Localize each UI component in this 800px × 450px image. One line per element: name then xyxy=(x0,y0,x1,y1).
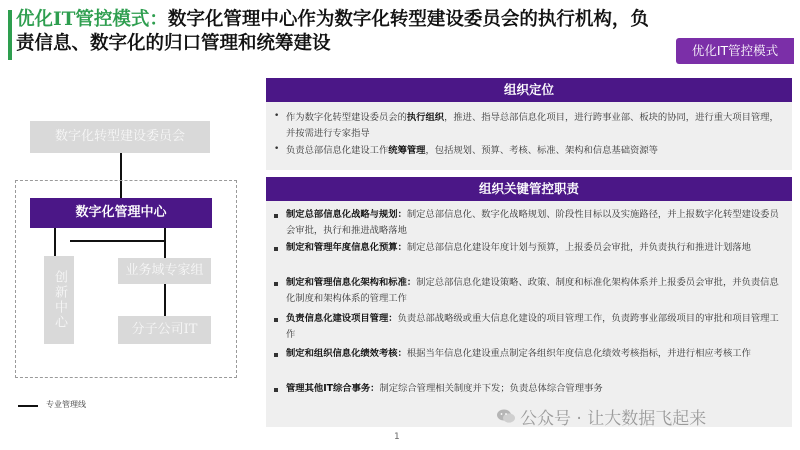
positioning-item xyxy=(286,143,782,159)
duty-title: 制定和管理年度信息化预算： xyxy=(286,242,407,253)
title-rest: 数字化管理中心作为数字化转型建设委员会的执行机构，负责信息、数字化的归口管理和统筹建设 xyxy=(16,9,649,54)
duty-text: 制定综合管理相关制度并下发；负责总体综合管理事务 xyxy=(379,383,603,394)
duty-item xyxy=(286,346,782,362)
bullet-square-icon xyxy=(274,318,278,322)
positioning-text: 作为数字化转型建设委员会的 xyxy=(286,112,407,123)
duty-title: 制定和组织信息化绩效考核： xyxy=(286,348,407,359)
bullet-square-icon xyxy=(274,388,278,392)
positioning-text: ，推进、指导总部信息化项目，进行跨事业部、板块的协同，进行重大项目管理，并按需进行专家指导 xyxy=(286,112,779,139)
bullet-square-icon xyxy=(274,214,278,218)
bullet-icon: • xyxy=(274,144,280,154)
title-highlight: 优化IT管控模式： xyxy=(16,9,168,30)
positioning-item xyxy=(286,110,782,141)
duty-text: 制定总部信息化建设策略、政策、制度和标准化架构体系并上报委员会审批，并负责信息化制度和架构体系的管理工作 xyxy=(286,277,779,304)
positioning-text: ，包括规划、预算、考核、标准、架构和信息基础资源等 xyxy=(425,145,658,156)
positioning-text: 负责总部信息化建设工作 xyxy=(286,145,389,156)
connector-expert-subsidiary xyxy=(164,284,166,316)
positioning-heading: 组织定位 xyxy=(266,78,792,102)
committee-box: 数字化转型建设委员会 xyxy=(30,121,210,153)
duty-item xyxy=(286,381,782,397)
subsidiary-it-box: 分子公司IT xyxy=(118,316,211,344)
duties-body xyxy=(266,201,792,427)
connector-horizontal xyxy=(70,240,166,242)
duty-item xyxy=(286,275,782,306)
duty-title: 负责信息化建设项目管理： xyxy=(286,313,398,324)
bullet-square-icon xyxy=(274,353,278,357)
duty-title: 制定和管理信息化架构和标准： xyxy=(286,277,417,288)
title-accent-bar xyxy=(8,10,12,60)
duty-title: 制定总部信息化战略与规划： xyxy=(286,209,407,220)
center-box: 数字化管理中心 xyxy=(30,198,212,228)
wechat-icon xyxy=(496,408,516,424)
duty-text: 制定总部信息化、数字化战略规划、阶段性目标以及实施路径，并上报数字化转型建设委员会审批，执行和推进战略落地 xyxy=(286,209,779,236)
section-tag: 优化IT管控模式 xyxy=(676,38,794,64)
legend-label: 专业管理线 xyxy=(46,400,86,409)
bullet-icon: • xyxy=(274,111,280,121)
duty-item xyxy=(286,207,782,238)
connector-center-innovation xyxy=(54,228,56,256)
connector-center-expert xyxy=(164,228,166,258)
innovation-box: 创新中心 xyxy=(44,256,74,344)
expert-group-box: 业务域专家组 xyxy=(118,258,211,284)
duties-heading: 组织关键管控职责 xyxy=(266,177,792,201)
duty-item xyxy=(286,240,782,256)
duty-title: 管理其他IT综合事务： xyxy=(286,383,380,394)
duty-item xyxy=(286,311,782,342)
positioning-body xyxy=(266,102,792,170)
bullet-square-icon xyxy=(274,247,278,251)
positioning-bold: 统筹管理 xyxy=(388,145,426,156)
duty-text: 制定总部信息化建设年度计划与预算，上报委员会审批，并负责执行和推进计划落地 xyxy=(406,242,751,253)
bullet-square-icon xyxy=(274,282,278,286)
page-number: 1 xyxy=(394,432,400,442)
duty-text: 负责总部战略级或重大信息化建设的项目管理工作，负责跨事业部级项目的审批和项目管理工作 xyxy=(286,313,779,340)
positioning-bold: 执行组织 xyxy=(406,112,445,123)
page-title xyxy=(16,8,656,56)
watermark-text: 公众号 · 让大数据飞起来 xyxy=(520,409,707,429)
legend-line-icon xyxy=(18,405,38,407)
duty-text: 根据当年信息化建设重点制定各组织年度信息化绩效考核指标，并进行相应考核工作 xyxy=(406,348,751,359)
